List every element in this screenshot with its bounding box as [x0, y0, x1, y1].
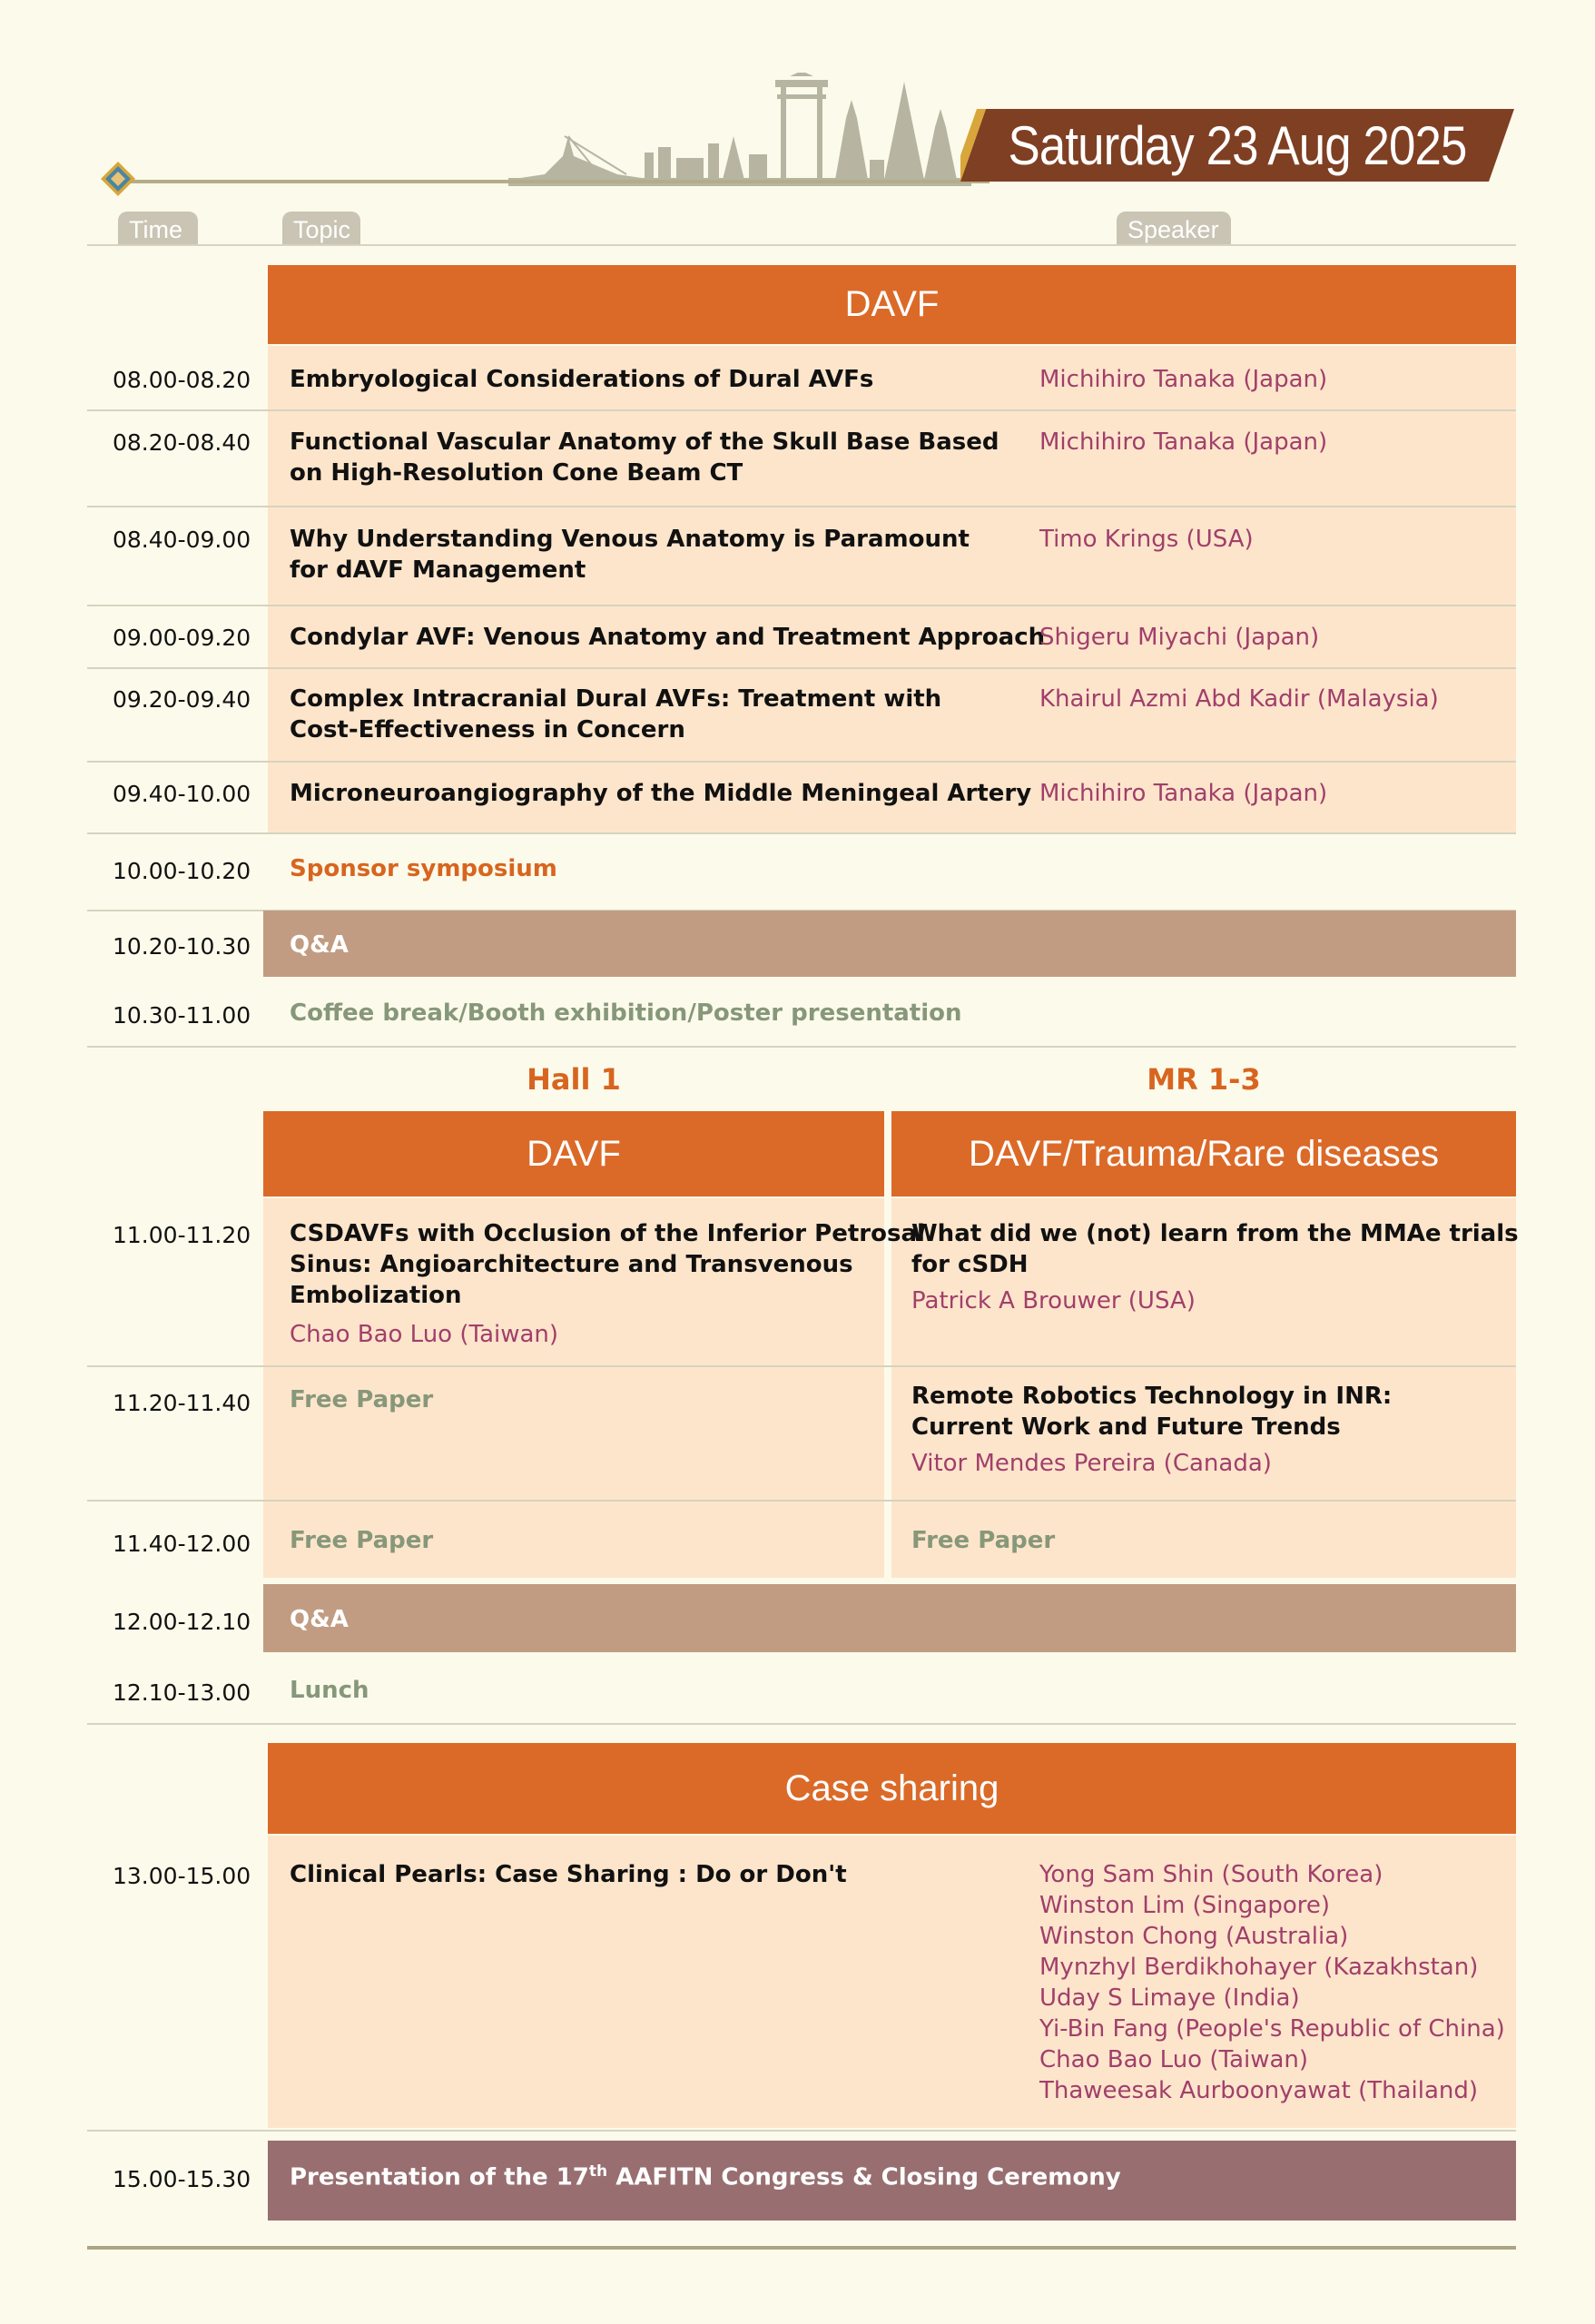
- coffee-break: Coffee break/Booth exhibition/Poster presentation: [290, 1000, 962, 1027]
- section-header-case-sharing: Case sharing: [268, 1743, 1516, 1834]
- divider: [87, 1365, 1516, 1367]
- session-speaker: Chao Bao Luo (Taiwan): [290, 1321, 559, 1348]
- session-topic: Current Work and Future Trends: [911, 1413, 1341, 1441]
- section-header-hall1-davf: DAVF: [263, 1111, 884, 1196]
- case-speaker: Winston Chong (Australia): [1039, 1923, 1349, 1950]
- divider: [87, 1046, 1516, 1048]
- sponsor-symposium: Sponsor symposium: [290, 855, 557, 882]
- qa-label: Q&A: [290, 931, 349, 959]
- session-time: 12.00-12.10: [113, 1609, 251, 1635]
- session-speaker: Timo Krings (USA): [1039, 526, 1254, 553]
- case-speaker: Yi-Bin Fang (People's Republic of China): [1039, 2015, 1505, 2043]
- header-rule: [109, 180, 989, 183]
- session-speaker: Michihiro Tanaka (Japan): [1039, 366, 1328, 393]
- session-time: 09.20-09.40: [113, 686, 251, 713]
- case-speaker: Chao Bao Luo (Taiwan): [1039, 2046, 1309, 2073]
- column-header-time: Time: [118, 212, 198, 244]
- session-time: 08.40-09.00: [113, 527, 251, 553]
- footer-rule: [87, 2246, 1516, 2250]
- session-time: 09.40-10.00: [113, 781, 251, 807]
- session-speaker: Patrick A Brouwer (USA): [911, 1287, 1196, 1315]
- session-topic: Sinus: Angioarchitecture and Transvenous: [290, 1251, 853, 1278]
- case-speaker: Mynzhyl Berdikhohayer (Kazakhstan): [1039, 1954, 1479, 1981]
- session-topic: on High-Resolution Cone Beam CT: [290, 459, 743, 487]
- free-paper: Free Paper: [290, 1386, 434, 1413]
- session-time: 10.30-11.00: [113, 1002, 251, 1029]
- section-header-davf: DAVF: [268, 265, 1516, 344]
- session-time: 10.20-10.30: [113, 933, 251, 960]
- session-topic: Microneuroangiography of the Middle Meningeal Artery: [290, 780, 1032, 807]
- divider: [87, 506, 1516, 507]
- session-topic: Why Understanding Venous Anatomy is Paramount: [290, 526, 970, 553]
- divider: [87, 409, 1516, 411]
- session-topic: Embryological Considerations of Dural AVFs: [290, 366, 874, 393]
- session-time: 09.00-09.20: [113, 625, 251, 651]
- session-time: 10.00-10.20: [113, 858, 251, 884]
- divider: [87, 1723, 1516, 1725]
- session-topic: for cSDH: [911, 1251, 1029, 1278]
- page-title: Saturday 23 Aug 2025: [1008, 114, 1467, 176]
- session-time: 11.40-12.00: [113, 1531, 251, 1557]
- divider: [87, 244, 1516, 246]
- session-topic: Embolization: [290, 1282, 462, 1309]
- session-time: 15.00-15.30: [113, 2166, 251, 2192]
- divider: [87, 832, 1516, 834]
- session-topic: CSDAVFs with Occlusion of the Inferior Petrosal: [290, 1220, 925, 1247]
- city-skyline-illustration: [508, 73, 971, 186]
- session-time: 13.00-15.00: [113, 1863, 251, 1889]
- session-speaker: Khairul Azmi Abd Kadir (Malaysia): [1039, 685, 1439, 713]
- session-time: 08.00-08.20: [113, 367, 251, 393]
- case-speaker: Thaweesak Aurboonyawat (Thailand): [1039, 2077, 1479, 2104]
- session-topic: Functional Vascular Anatomy of the Skull Base Based: [290, 428, 999, 456]
- session-topic: Clinical Pearls: Case Sharing : Do or Don't: [290, 1861, 847, 1888]
- session-time: 11.00-11.20: [113, 1222, 251, 1248]
- session-topic: Condylar AVF: Venous Anatomy and Treatment Approach: [290, 624, 1046, 651]
- session-topic: for dAVF Management: [290, 556, 586, 584]
- session-speaker: Shigeru Miyachi (Japan): [1039, 624, 1320, 651]
- free-paper: Free Paper: [911, 1527, 1056, 1554]
- session-topic: Complex Intracranial Dural AVFs: Treatment with: [290, 685, 942, 713]
- divider: [87, 2130, 1516, 2132]
- session-topic: Remote Robotics Technology in INR:: [911, 1383, 1393, 1410]
- session-time: 08.20-08.40: [113, 429, 251, 456]
- lunch: Lunch: [290, 1677, 369, 1704]
- hall-1-label: Hall 1: [527, 1062, 621, 1097]
- session-time: 11.20-11.40: [113, 1390, 251, 1416]
- diamond-ornament-icon: [100, 161, 136, 197]
- divider: [87, 1500, 1516, 1502]
- case-speaker: Yong Sam Shin (South Korea): [1039, 1861, 1383, 1888]
- divider: [87, 605, 1516, 606]
- session-speaker: Vitor Mendes Pereira (Canada): [911, 1450, 1272, 1477]
- column-header-speaker: Speaker: [1117, 212, 1231, 244]
- session-speaker: Michihiro Tanaka (Japan): [1039, 428, 1328, 456]
- divider: [87, 667, 1516, 669]
- qa-bar: [263, 911, 1516, 977]
- closing-ceremony-label: Presentation of the 17th AAFITN Congress & Closing Ceremony: [290, 2162, 1121, 2191]
- session-time: 12.10-13.00: [113, 1679, 251, 1706]
- free-paper: Free Paper: [290, 1527, 434, 1554]
- session-topic: Cost-Effectiveness in Concern: [290, 716, 685, 743]
- column-header-topic: Topic: [282, 212, 360, 244]
- session-speaker: Michihiro Tanaka (Japan): [1039, 780, 1328, 807]
- qa-bar: [263, 1584, 1516, 1652]
- qa-label: Q&A: [290, 1606, 349, 1633]
- divider: [87, 761, 1516, 763]
- session-topic: What did we (not) learn from the MMAe trials: [911, 1220, 1519, 1247]
- case-speaker: Winston Lim (Singapore): [1039, 1892, 1330, 1919]
- mr-1-3-label: MR 1-3: [1147, 1062, 1261, 1097]
- case-speaker: Uday S Limaye (India): [1039, 1984, 1300, 2012]
- section-header-mr-davf-trauma: DAVF/Trauma/Rare diseases: [891, 1111, 1516, 1196]
